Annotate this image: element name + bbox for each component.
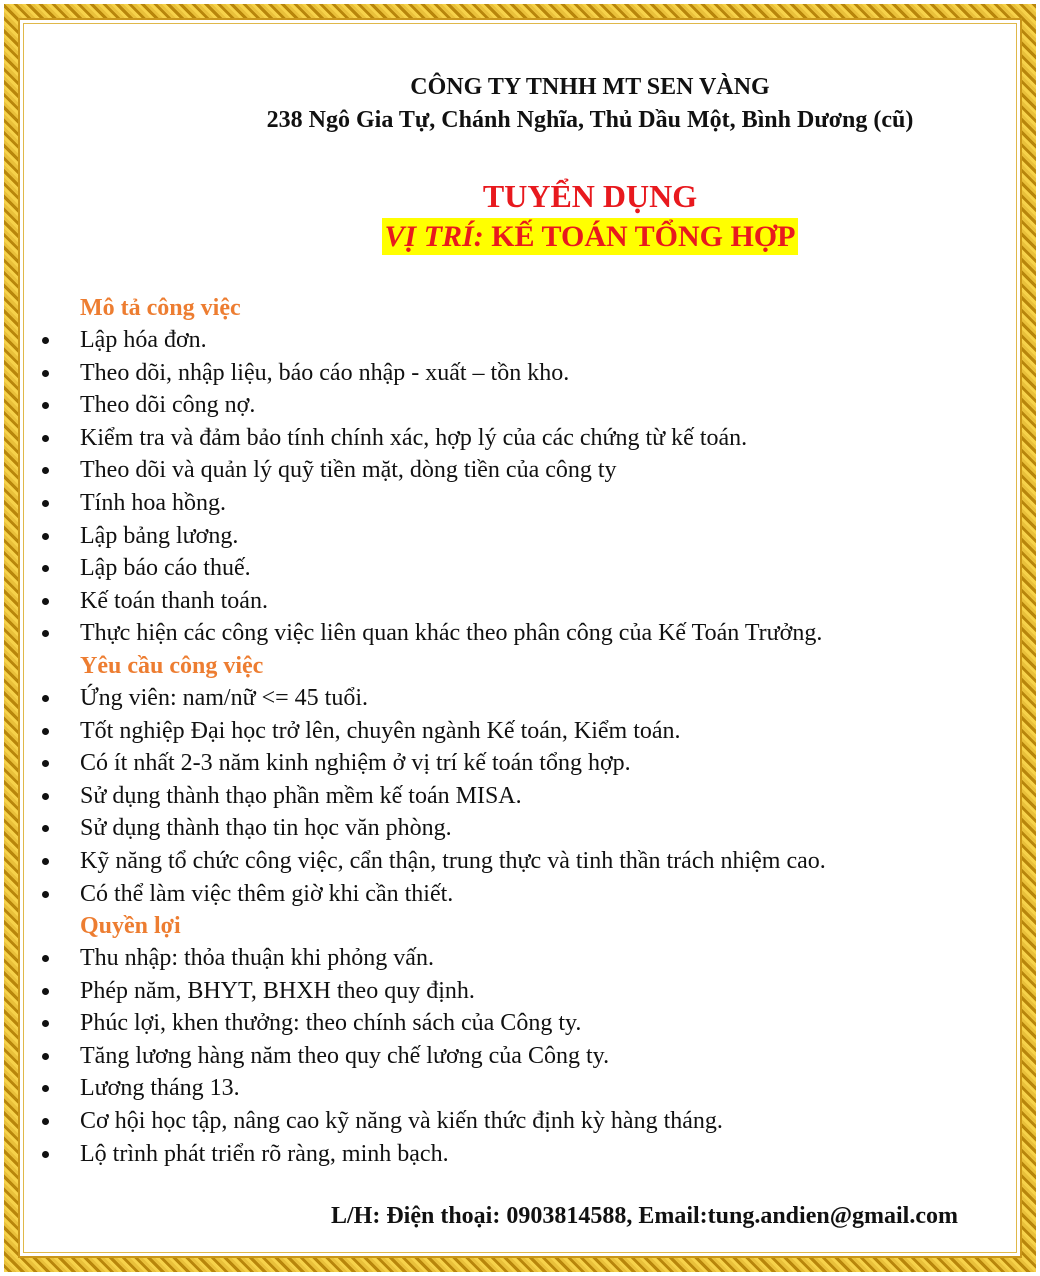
list-item <box>40 487 1000 520</box>
requirements-list <box>40 682 1000 910</box>
list-item <box>40 942 1000 975</box>
list-item-text: Tính hoa hồng. <box>80 489 226 516</box>
bullet-icon <box>42 1020 49 1027</box>
job-description-list <box>40 324 1000 650</box>
list-item <box>40 1072 1000 1105</box>
bullet-icon <box>42 1151 49 1158</box>
benefits-list <box>40 942 1000 1170</box>
bullet-icon <box>42 500 49 507</box>
position-highlight <box>382 218 799 255</box>
section-title: Yêu cầu công việc <box>80 652 264 679</box>
list-item <box>40 1040 1000 1073</box>
bullet-icon <box>42 793 49 800</box>
list-item <box>40 617 1000 650</box>
list-item-text: Theo dõi, nhập liệu, báo cáo nhập - xuất – tồn kho. <box>80 359 570 386</box>
list-item <box>40 1007 1000 1040</box>
list-item <box>40 682 1000 715</box>
list-item <box>40 324 1000 357</box>
list-item-text: Cơ hội học tập, nâng cao kỹ năng và kiến thức định kỳ hàng tháng. <box>80 1108 723 1135</box>
list-item <box>40 1105 1000 1138</box>
list-item-text: Phép năm, BHYT, BHXH theo quy định. <box>80 977 475 1004</box>
list-item <box>40 878 1000 911</box>
section-title: Mô tả công việc <box>80 295 241 321</box>
list-item <box>40 389 1000 422</box>
list-item-text: Thu nhập: thỏa thuận khi phỏng vấn. <box>80 945 434 972</box>
bullet-icon <box>42 858 49 865</box>
list-item-text: Có thể làm việc thêm giờ khi cần thiết. <box>80 880 454 907</box>
list-item-text: Ứng viên: nam/nữ <= 45 tuổi. <box>80 684 369 711</box>
list-item-text: Theo dõi và quản lý quỹ tiền mặt, dòng tiền của công ty <box>80 457 617 484</box>
bullet-icon <box>42 337 49 344</box>
list-item-text: Tốt nghiệp Đại học trở lên, chuyên ngành Kế toán, Kiểm toán. <box>80 717 681 744</box>
recruit-heading: TUYỂN DỤNG <box>482 178 698 214</box>
list-item <box>40 520 1000 553</box>
list-item <box>40 357 1000 390</box>
list-item-text: Lập bảng lương. <box>80 522 239 549</box>
list-item <box>40 1138 1000 1171</box>
list-item-text: Sử dụng thành thạo tin học văn phòng. <box>80 815 452 842</box>
position-value: KẾ TOÁN TỔNG HỢP <box>491 220 796 253</box>
bullet-icon <box>42 630 49 637</box>
position-heading <box>0 220 1040 254</box>
list-item <box>40 747 1000 780</box>
list-item <box>40 812 1000 845</box>
company-address: 238 Ngô Gia Tự, Chánh Nghĩa, Thủ Dầu Một, Bình Dương (cũ) <box>266 107 914 133</box>
list-item-text: Phúc lợi, khen thưởng: theo chính sách của Công ty. <box>80 1010 582 1037</box>
bullet-icon <box>42 467 49 474</box>
section-title: Quyền lợi <box>80 913 181 940</box>
bullet-icon <box>42 1118 49 1125</box>
list-item-text: Lương tháng 13. <box>80 1075 240 1102</box>
bullet-icon <box>42 565 49 572</box>
bullet-icon <box>42 695 49 702</box>
list-item-text: Tăng lương hàng năm theo quy chế lương của Công ty. <box>80 1042 610 1069</box>
list-item-text: Thực hiện các công việc liên quan khác theo phân công của Kế Toán Trưởng. <box>80 620 823 647</box>
list-item-text: Kiểm tra và đảm bảo tính chính xác, hợp lý của các chứng từ kế toán. <box>80 424 748 451</box>
company-name: CÔNG TY TNHH MT SEN VÀNG <box>410 74 770 100</box>
bullet-icon <box>42 1085 49 1092</box>
list-item-text: Sử dụng thành thạo phần mềm kế toán MISA. <box>80 782 522 809</box>
list-item <box>40 780 1000 813</box>
bullet-icon <box>42 598 49 605</box>
list-item <box>40 454 1000 487</box>
list-item <box>40 975 1000 1008</box>
list-item <box>40 552 1000 585</box>
bullet-icon <box>42 435 49 442</box>
job-content <box>40 292 1000 1170</box>
list-item-text: Theo dõi công nợ. <box>80 392 256 419</box>
list-item-text: Có ít nhất 2-3 năm kinh nghiệm ở vị trí kế toán tổng hợp. <box>80 750 631 777</box>
list-item <box>40 422 1000 455</box>
list-item <box>40 585 1000 618</box>
list-item-text: Lập báo cáo thuế. <box>80 555 251 582</box>
list-item <box>40 715 1000 748</box>
position-label: VỊ TRÍ: <box>384 220 484 253</box>
list-item-text: Lập hóa đơn. <box>80 327 207 353</box>
list-item-text: Kỹ năng tổ chức công việc, cẩn thận, trung thực và tinh thần trách nhiệm cao. <box>80 847 826 874</box>
list-item-text: Lộ trình phát triển rõ ràng, minh bạch. <box>80 1140 449 1167</box>
contact-info: L/H: Điện thoại: 0903814588, Email:tung.andien@gmail.com <box>330 1203 958 1229</box>
bullet-icon <box>42 1053 49 1060</box>
bullet-icon <box>42 402 49 409</box>
section-job-description <box>40 292 1000 650</box>
bullet-icon <box>42 988 49 995</box>
bullet-icon <box>42 955 49 962</box>
bullet-icon <box>42 728 49 735</box>
section-benefits <box>40 910 1000 1170</box>
list-item <box>40 845 1000 878</box>
list-item-text: Kế toán thanh toán. <box>80 587 268 614</box>
bullet-icon <box>42 891 49 898</box>
bullet-icon <box>42 825 49 832</box>
bullet-icon <box>42 370 49 377</box>
section-requirements <box>40 650 1000 910</box>
bullet-icon <box>42 760 49 767</box>
bullet-icon <box>42 533 49 540</box>
